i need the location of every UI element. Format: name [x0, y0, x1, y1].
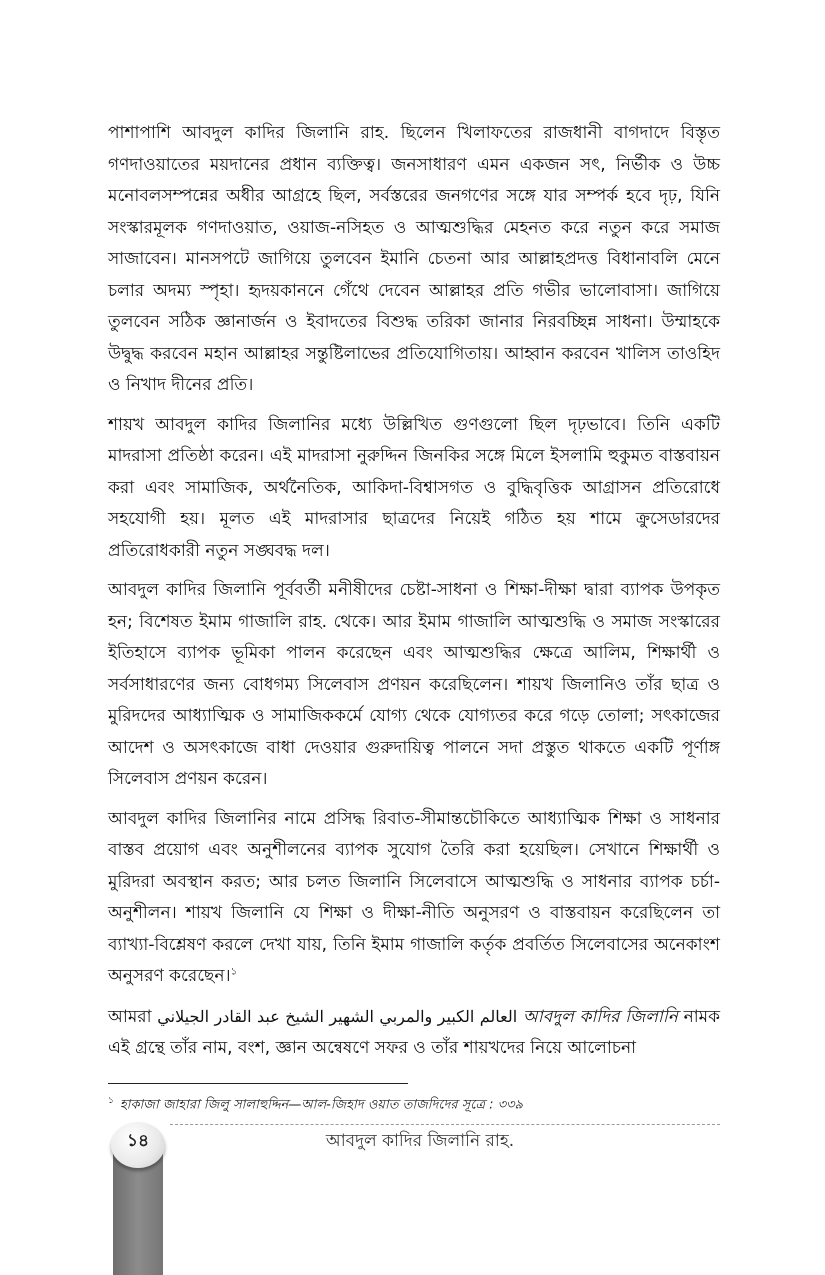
- paragraph-4: [108, 804, 720, 993]
- running-title: আবদুল কাদির জিলানি রাহ.: [325, 1131, 515, 1151]
- paragraph-1: পাশাপাশি আবদুল কাদির জিলানি রাহ. ছিলেন খিলাফতের রাজধানী বাগদাদে বিস্তৃত গণদাওয়াতের ময়দানের প্রধান ব্যক্তিত্ব। জনসাধারণ এমন একজন সৎ, নির্ভীক ও উচ্চ মনোবলসম্পন্নের অধীর আগ্রহে ছিল, সর্বস্তরের জনগণের সঙ্গে যার সম্পর্ক হবে দৃঢ়, যিনি সংস্কারমূলক গণদাওয়াত, ওয়াজ-নসিহত ও আত্মশুদ্ধির মেহনত করে নতুন করে সমাজ সাজাবেন। মানসপটে জাগিয়ে তুলবেন ইমানি চেতনা আর আল্লাহপ্রদত্ত বিধানাবলি মেনে চলার অদম্য স্পৃহা। হৃদয়কাননে গেঁথে দেবেন আল্লাহর প্রতি গভীর ভালোবাসা। জাগিয়ে তুলবেন সঠিক জ্ঞানার্জন ও ইবাদতের বিশুদ্ধ তরিকা জানার নিরবচ্ছিন্ন সাধনা। উম্মাহকে উদ্বুদ্ধ করবেন মহান আল্লাহর সন্তুষ্টিলাভের প্রতিযোগিতায়। আহ্বান করবেন খালিস তাওহিদ ও নিখাদ দীনের প্রতি।: [108, 123, 720, 395]
- footnote-divider: [108, 1083, 408, 1084]
- footnote-mark: ১: [108, 1096, 114, 1106]
- page-number: ১৪: [126, 1131, 150, 1151]
- paragraph-3: আবদুল কাদির জিলানি পূর্ববর্তী মনীষীদের চেষ্টা-সাধনা ও শিক্ষা-দীক্ষা দ্বারা ব্যাপক উপকৃত হন; বিশেষত ইমাম গাজালি রাহ. থেকে। আর ইমাম গাজালি আত্মশুদ্ধি ও সমাজ সংস্কারের ইতিহাসে ব্যাপক ভূমিকা পালন করেছেন এবং আত্মশুদ্ধির ক্ষেত্রে আলিম, শিক্ষার্থী ও সর্বসাধারণের জন্য বোধগম্য সিলেবাস প্রণয়ন করেছিলেন। শায়খ জিলানিও তাঁর ছাত্র ও মুরিদদের আধ্যাত্মিক ও সামাজিককর্মে যোগ্য থেকে যোগ্যতর করে গড়ে তোলা; সৎকাজের আদেশ ও অসৎকাজে বাধা দেওয়ার গুরুদায়িত্ব পালনে সদা প্রস্তুত থাকতে একটি পূর্ণাঙ্গ সিলেবাস প্রণয়ন করেন।: [108, 580, 720, 789]
- italic-book-title: আবদুল কাদির জিলানি: [522, 1006, 678, 1027]
- footnote-text: হাকাজা জাহারা জিলু সালাহুদ্দিন—আল-জিহাদ ওয়াত তাজদিদের সূত্রে : ৩৩৯: [119, 1097, 523, 1113]
- main-text: [108, 118, 720, 1073]
- footnote: [108, 1092, 720, 1114]
- paragraph-4-text: আবদুল কাদির জিলানির নামে প্রসিদ্ধ রিবাত-সীমান্তচৌকিতে আধ্যাত্মিক শিক্ষা ও সাধনার বাস্তব প্রয়োগ এবং অনুশীলনের ব্যাপক সুযোগ তৈরি করা হয়েছিল। সেখানে শিক্ষার্থী ও মুরিদরা অবস্থান করত; আর চলত জিলানি সিলেবাসে আত্মশুদ্ধি ও সাধনার ব্যাপক চর্চা-অনুশীলন। শায়খ জিলানি যে শিক্ষা ও দীক্ষা-নীতি অনুসরণ ও বাস্তবায়ন করেছিলেন তা ব্যাখ্যা-বিশ্লেষণ করলে দেখা যায়, তিনি ইমাম গাজালি কর্তৃক প্রবর্তিত সিলেবাসের অনেকাংশ অনুসরণ করেছেন।: [108, 808, 720, 986]
- paragraph-5-end: নামক এই গ্রন্থে তাঁর নাম, বংশ, জ্ঞান অন্বেষণে সফর ও তাঁর শায়খদের নিয়ে আলোচনা: [108, 1006, 720, 1058]
- footnote-reference[interactable]: ১: [230, 966, 238, 978]
- arabic-book-title: العالم الكبير والمربي الشهير الشيخ عبد القادر الجيلاني: [157, 1006, 518, 1026]
- paragraph-5: [108, 1001, 720, 1065]
- footer-dashed-rule: [170, 1124, 720, 1125]
- paragraph-5-start: আমরা: [108, 1006, 152, 1027]
- paragraph-2: শায়খ আবদুল কাদির জিলানির মধ্যে উল্লিখিত গুণগুলো ছিল দৃঢ়ভাবে। তিনি একটি মাদরাসা প্রতিষ্ঠা করেন। এই মাদরাসা নুরুদ্দিন জিনকির সঙ্গে মিলে ইসলামি হুকুমত বাস্তবায়ন করা এবং সামাজিক, অর্থনৈতিক, আকিদা-বিশ্বাসগত ও বুদ্ধিবৃত্তিক আগ্রাসন প্রতিরোধে সহযোগী হয়। মূলত এই মাদরাসার ছাত্রদের নিয়েই গঠিত হয় শামে ক্রুসেডারদের প্রতিরোধকারী নতুন সঙ্ঘবদ্ধ দল।: [108, 414, 720, 561]
